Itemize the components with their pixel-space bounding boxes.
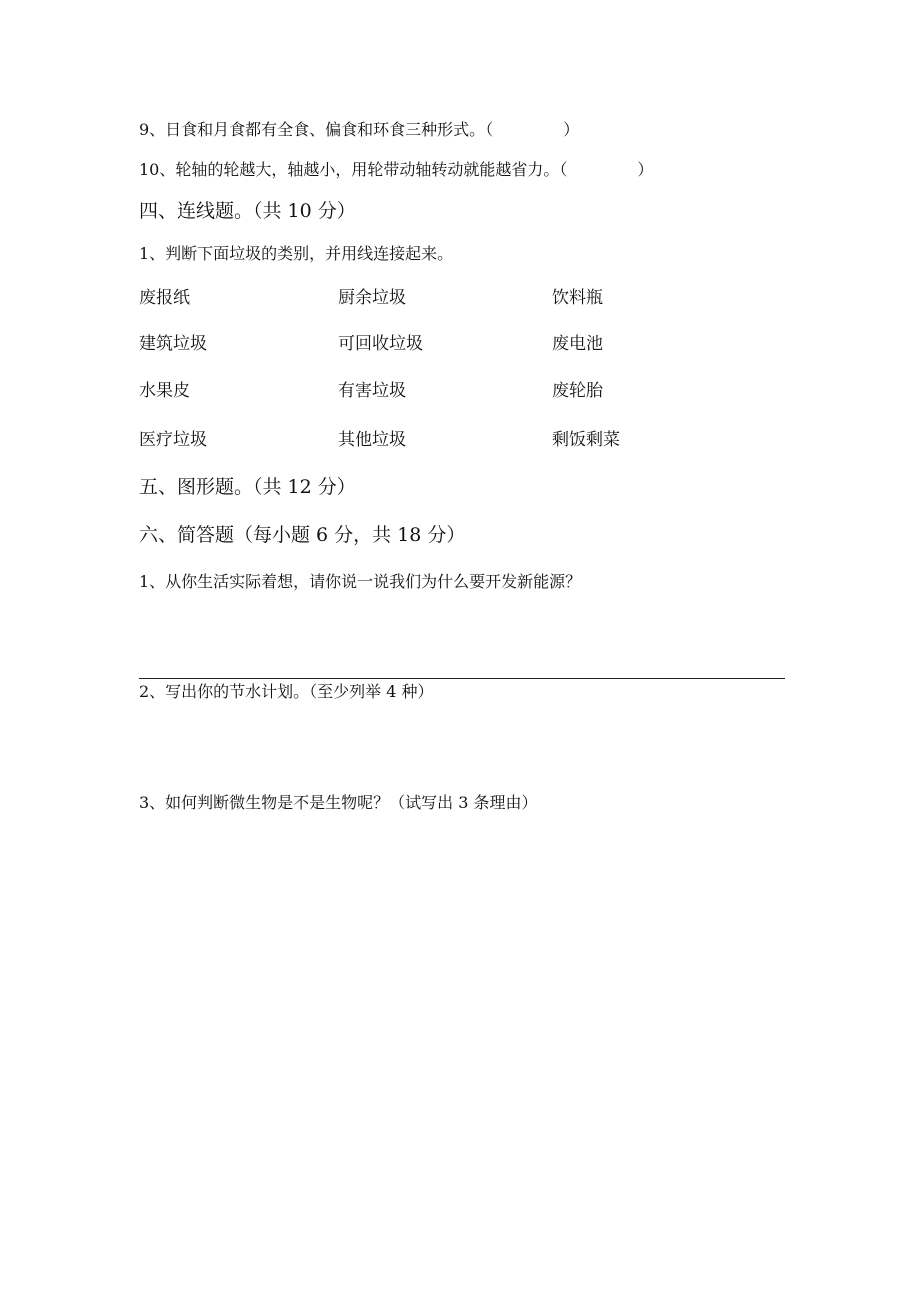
section-4-question-1: 1、判断下面垃圾的类别，并用线连接起来。	[139, 244, 454, 263]
matching-item[interactable]: 医疗垃圾	[139, 430, 207, 450]
question-10	[139, 159, 653, 181]
matching-item[interactable]: 废电池	[552, 334, 603, 354]
question-9-answer-close: ）	[563, 120, 580, 139]
section-6-question-2: 2、写出你的节水计划。（至少列举 4 种）	[139, 682, 434, 701]
question-9-answer-open: （	[485, 120, 494, 139]
answer-line	[139, 678, 785, 679]
question-9	[139, 119, 579, 141]
section-5-title: 五、图形题。（共 12 分）	[139, 476, 356, 498]
question-10-text: 10、轮轴的轮越大，轴越小，用轮带动轴转动就能越省力。	[139, 160, 560, 179]
matching-category[interactable]: 可回收垃圾	[338, 334, 423, 354]
matching-category[interactable]: 有害垃圾	[338, 381, 406, 401]
section-6-title: 六、简答题（每小题 6 分，共 18 分）	[139, 524, 466, 546]
matching-item[interactable]: 饮料瓶	[552, 288, 603, 308]
question-10-answer-open: （	[559, 160, 568, 179]
question-9-text: 9、日食和月食都有全食、偏食和环食三种形式。	[139, 120, 486, 139]
matching-category[interactable]: 其他垃圾	[338, 430, 406, 450]
section-6-question-3: 3、如何判断微生物是不是生物呢？（试写出 3 条理由）	[139, 793, 538, 812]
section-4-title: 四、连线题。（共 10 分）	[139, 200, 356, 222]
matching-item[interactable]: 建筑垃圾	[139, 334, 207, 354]
matching-item[interactable]: 废轮胎	[552, 381, 603, 401]
matching-item[interactable]: 剩饭剩菜	[552, 430, 620, 450]
matching-item[interactable]: 废报纸	[139, 288, 190, 308]
question-10-answer-close: ）	[637, 160, 654, 179]
matching-item[interactable]: 水果皮	[139, 381, 190, 401]
section-6-question-1: 1、从你生活实际着想，请你说一说我们为什么要开发新能源？	[139, 572, 582, 591]
matching-category[interactable]: 厨余垃圾	[338, 288, 406, 308]
